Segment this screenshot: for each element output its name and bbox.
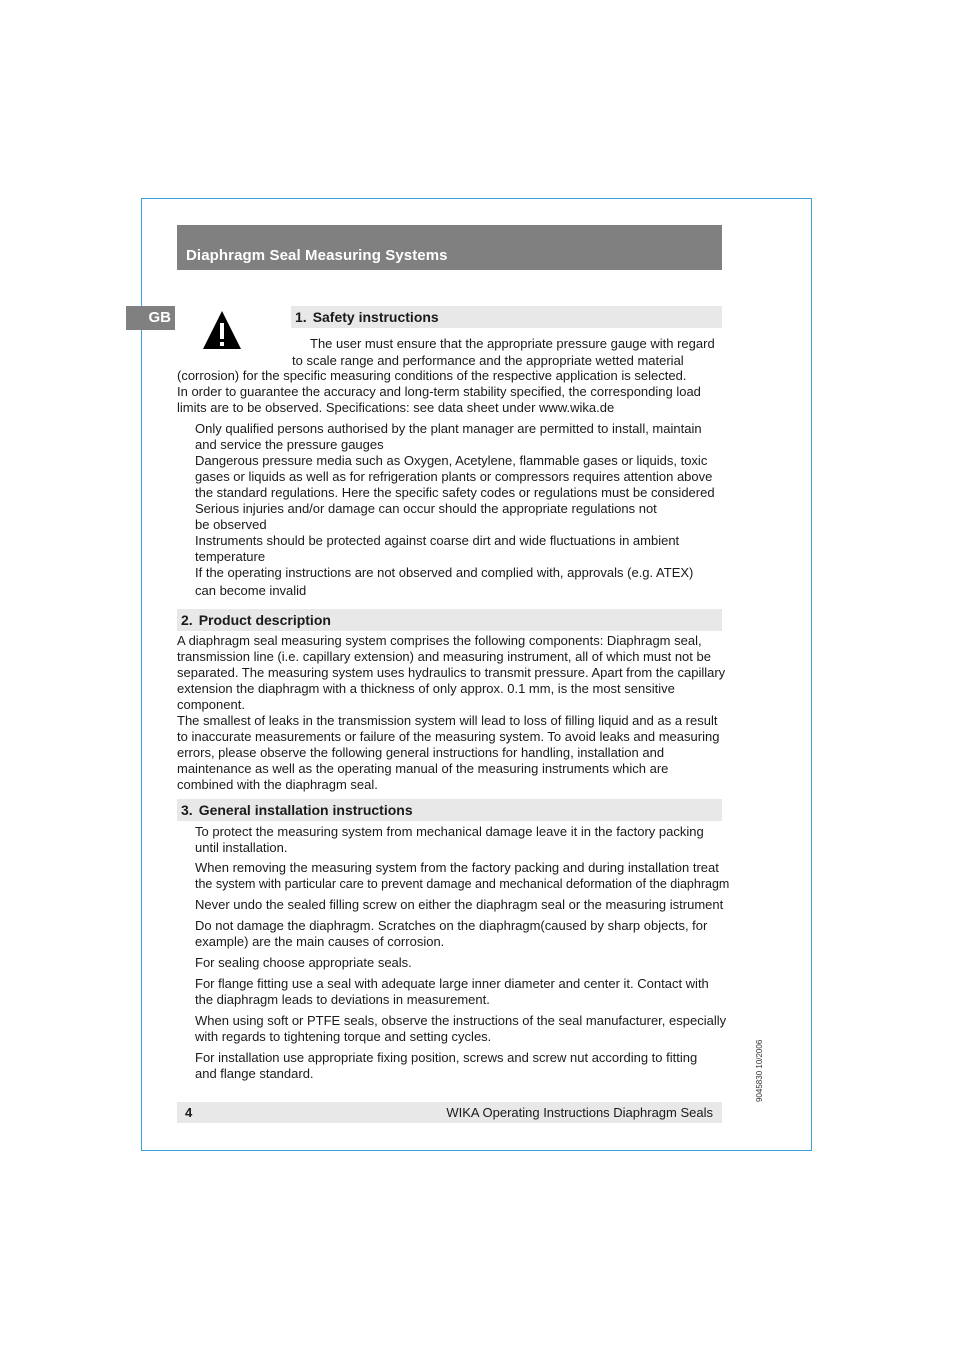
- footer-title: WIKA Operating Instructions Diaphragm Seals: [446, 1105, 713, 1120]
- list-item: Only qualified persons authorised by the plant manager are permitted to install, maintain: [195, 421, 702, 436]
- list-item: Never undo the sealed filling screw on either the diaphragm seal or the measuring istrument: [195, 897, 724, 912]
- list-item: until installation.: [195, 840, 288, 855]
- text-line: (corrosion) for the specific measuring conditions of the respective application is selected.: [177, 368, 687, 383]
- list-item: Do not damage the diaphragm. Scratches on the diaphragm(caused by sharp objects, for: [195, 918, 708, 933]
- section-heading-safety: [291, 306, 722, 328]
- text-line: A diaphragm seal measuring system comprises the following components: Diaphragm seal,: [177, 633, 702, 648]
- document-title-bar: [177, 225, 722, 270]
- section-number: 2.: [181, 612, 193, 628]
- section-number: 1.: [295, 309, 307, 325]
- list-item: Instruments should be protected against coarse dirt and wide fluctuations in ambient: [195, 533, 680, 548]
- text-line: errors, please observe the following general instructions for handling, installation and: [177, 745, 665, 760]
- list-item: When using soft or PTFE seals, observe the instructions of the seal manufacturer, especially: [195, 1013, 727, 1028]
- list-item: the system with particular care to prevent damage and mechanical deformation of the diaphragm: [195, 877, 730, 891]
- list-item: example) are the main causes of corrosion.: [195, 934, 445, 949]
- text-line: The smallest of leaks in the transmission system will lead to loss of filling liquid and as a result: [177, 713, 718, 728]
- list-item: For installation use appropriate fixing position, screws and screw nut according to fitting: [195, 1050, 698, 1065]
- text-line: extension the diaphragm with a thickness of only approx. 0.1 mm, is the most sensitive: [177, 681, 675, 696]
- text-line: transmission line (i.e. capillary extension) and measuring instrument, all of which must not be: [177, 649, 711, 664]
- list-item: To protect the measuring system from mechanical damage leave it in the factory packing: [195, 824, 704, 839]
- text-line: limits are to be observed. Specifications: see data sheet under www.wika.de: [177, 400, 615, 415]
- text-line: The user must ensure that the appropriate pressure gauge with regard: [310, 336, 715, 351]
- text-line: In order to guarantee the accuracy and long-term stability specified, the corresponding load: [177, 384, 701, 399]
- text-line: to inaccurate measurements or failure of the measuring system. To avoid leaks and measuring: [177, 729, 720, 744]
- list-item: For sealing choose appropriate seals.: [195, 955, 412, 970]
- warning-triangle-icon: [202, 310, 242, 350]
- text-line: maintenance as well as the operating manual of the measuring instruments which are: [177, 761, 669, 776]
- list-item: If the operating instructions are not observed and complied with, approvals (e.g. ATEX): [195, 565, 694, 580]
- list-item: the diaphragm leads to deviations in measurement.: [195, 992, 490, 1007]
- text-line: combined with the diaphragm seal.: [177, 777, 378, 792]
- page-number: 4: [185, 1105, 193, 1120]
- list-item: be observed: [195, 517, 267, 532]
- list-item: temperature: [195, 549, 266, 564]
- section-heading-installation: [177, 799, 722, 821]
- language-tab: GB: [126, 306, 175, 330]
- page-footer: [177, 1102, 722, 1123]
- section-heading-product: [177, 609, 722, 631]
- document-title: Diaphragm Seal Measuring Systems: [186, 247, 448, 264]
- list-item: When removing the measuring system from the factory packing and during installation treat: [195, 860, 719, 875]
- text-line: component.: [177, 697, 245, 712]
- section-title: Product description: [198, 612, 331, 628]
- list-item: can become invalid: [195, 583, 307, 598]
- list-item: with regards to tightening torque and setting cycles.: [195, 1029, 492, 1044]
- section-number: 3.: [181, 802, 193, 818]
- list-item: gases or liquids as well as for refrigeration plants or compressors requires attention above: [195, 469, 713, 484]
- text-line: to scale range and performance and the appropriate wetted material: [292, 353, 684, 368]
- list-item: For flange fitting use a seal with adequate large inner diameter and center it. Contact with: [195, 976, 709, 991]
- section-title: General installation instructions: [198, 802, 413, 818]
- list-item: and flange standard.: [195, 1066, 314, 1081]
- document-code: 9045830 10/2006: [755, 1039, 764, 1102]
- text-line: separated. The measuring system uses hydraulics to transmit pressure. Apart from the capillary: [177, 665, 726, 680]
- section-title: Safety instructions: [312, 309, 439, 325]
- list-item: and service the pressure gauges: [195, 437, 384, 452]
- list-item: Serious injuries and/or damage can occur should the appropriate regulations not: [195, 501, 657, 516]
- list-item: the standard regulations. Here the specific safety codes or regulations must be considered: [195, 485, 715, 500]
- list-item: Dangerous pressure media such as Oxygen, Acetylene, flammable gases or liquids, toxic: [195, 453, 708, 468]
